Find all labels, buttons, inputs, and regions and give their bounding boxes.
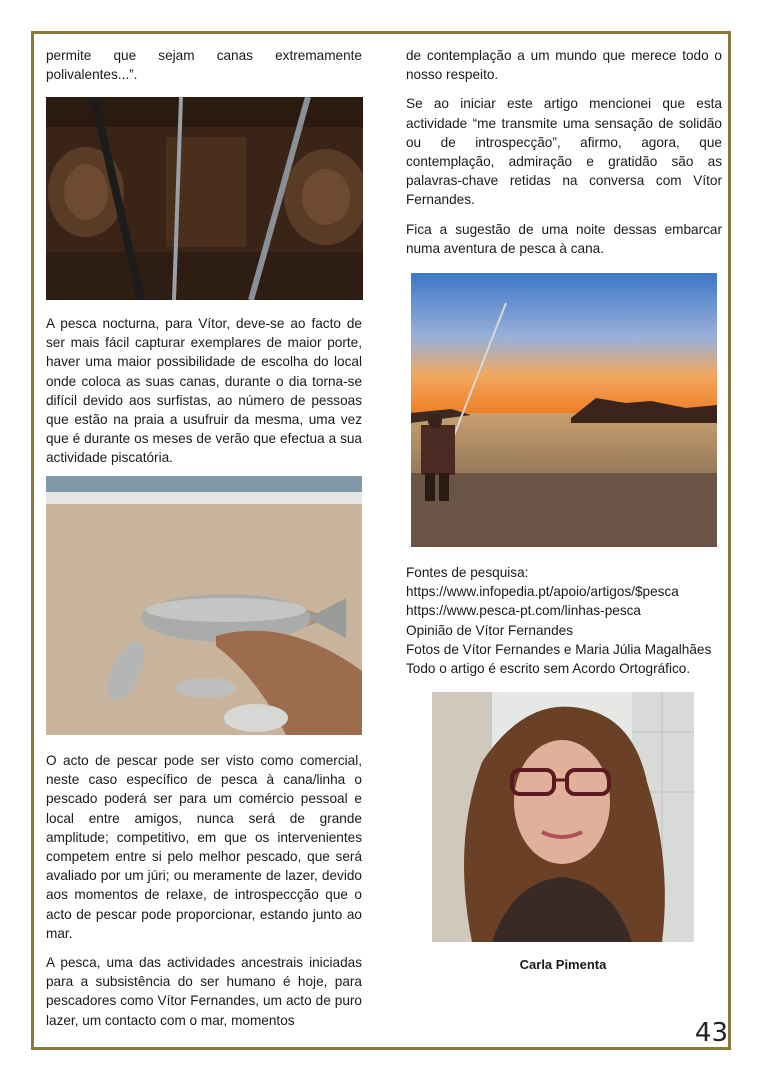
source-line-2[interactable]: https://www.pesca-pt.com/linhas-pesca bbox=[406, 603, 641, 619]
left-paragraph-3: O acto de pescar pode ser visto como comercial, neste caso específico de pesca à cana/linha o pescado poderá ser para um comércio pessoal e local entre amigos, nunca será de grande amplitude; competitivo, em que os intervenientes competem entre si pelo melhor pescado, que será avaliado por um júri; ou meramente de lazer, devido aos momentos de relaxe, de introspeccção que o acto de pescar pode proporcionar, estando junto ao mar. bbox=[46, 753, 362, 941]
page-number: 43 bbox=[694, 1018, 728, 1048]
author-caption: Carla Pimenta bbox=[519, 957, 607, 972]
source-line-5: Todo o artigo é escrito sem Acordo Ortográfico. bbox=[406, 661, 691, 677]
sunset-fishing-photo bbox=[411, 273, 717, 547]
left-column bbox=[46, 46, 362, 84]
right-paragraph-1: de contemplação a um mundo que merece todo o nosso respeito. bbox=[406, 48, 722, 83]
left-text-block-2 bbox=[46, 314, 362, 468]
author-portrait-photo bbox=[432, 692, 694, 942]
left-paragraph-2: A pesca nocturna, para Vítor, deve-se ao facto de ser mais fácil capturar exemplares de maior porte, haver uma maior possibilidade de escolha do local onde coloca as suas canas, durante o dia torna-se difícil devido aos surfistas, ao número de pessoas que estão na praia a usufruir da mesma, uma vez que é durante os meses de verão que efectua a sua actividade piscatória. bbox=[46, 316, 362, 466]
source-line-1[interactable]: https://www.infopedia.pt/apoio/artigos/$pesca bbox=[406, 584, 679, 600]
fishing-rods-photo bbox=[46, 97, 363, 300]
right-paragraph-3: Fica a sugestão de uma noite dessas embarcar numa aventura de pesca à cana. bbox=[406, 221, 722, 256]
left-text-block-3 bbox=[46, 751, 362, 1030]
right-paragraph-2: Se ao iniciar este artigo mencionei que esta actividade “me transmite uma sensação de solidão ou de introspecção”, afirmo, agora, que contemplação, admiração e gratidão são as palavras-chave retidas na conversa com Vítor Fernandes. bbox=[406, 96, 722, 208]
right-column bbox=[406, 46, 722, 258]
sources-heading: Fontes de pesquisa: bbox=[406, 565, 529, 580]
source-line-4: Fotos de Vítor Fernandes e Maria Júlia Magalhães bbox=[406, 641, 712, 657]
left-paragraph-4: A pesca, uma das actividades ancestrais iniciadas para a subsistência do ser humano é hoje, para pescadores como Vítor Fernandes, um acto de puro lazer, um contacto com o mar, momentos bbox=[46, 955, 362, 1028]
left-paragraph-1: permite que sejam canas extremamente polivalentes...”. bbox=[46, 48, 362, 83]
fish-on-sand-photo bbox=[46, 476, 362, 735]
source-line-3: Opinião de Vítor Fernandes bbox=[406, 622, 574, 638]
sources-block bbox=[406, 563, 736, 678]
